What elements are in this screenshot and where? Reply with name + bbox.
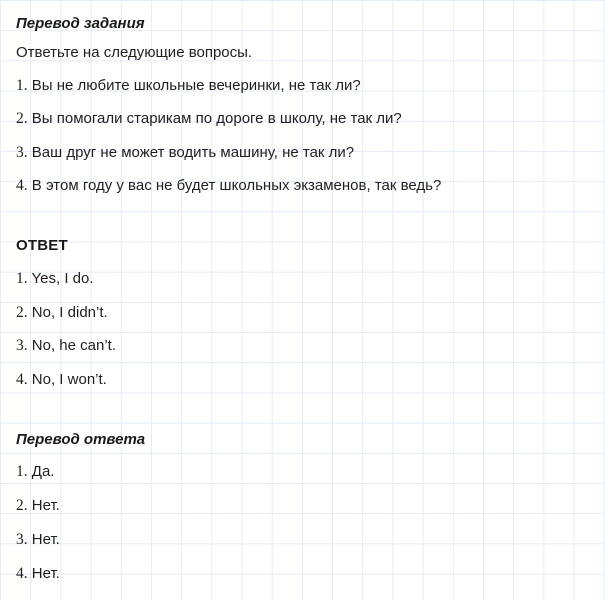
- answer-section-heading: ОТВЕТ: [16, 237, 68, 254]
- answer-item-1: [16, 271, 94, 287]
- task-question-1-number: 1.: [16, 77, 28, 94]
- answer-item-4-number: 4.: [16, 371, 28, 388]
- answer-item-3: [16, 338, 116, 354]
- answer-item-3-number: 3.: [16, 337, 28, 354]
- task-question-3: [16, 145, 354, 161]
- task-question-4-number: 4.: [16, 177, 28, 194]
- answer-translation-item-2-text: Нет.: [31, 497, 60, 514]
- answer-item-1-text: Yes, I do.: [31, 270, 94, 287]
- answer-translation-item-1-text: Да.: [31, 463, 55, 480]
- task-translation-heading: Перевод задания: [16, 15, 145, 32]
- answer-translation-item-4-text: Нет.: [31, 565, 60, 582]
- task-question-3-text: Ваш друг не может водить машину, не так ли?: [31, 144, 355, 161]
- answer-translation-item-3: [16, 532, 60, 548]
- answer-item-3-text: No, he can’t.: [31, 337, 117, 354]
- answer-translation-item-2: [16, 498, 60, 514]
- answer-item-2-number: 2.: [16, 304, 28, 321]
- task-instruction-text: Ответьте на следующие вопросы.: [16, 44, 253, 61]
- task-question-2-text: Вы помогали старикам по дороге в школу, не так ли?: [31, 110, 402, 127]
- answer-translation-item-4-number: 4.: [16, 565, 28, 582]
- task-question-2: [16, 111, 402, 127]
- task-question-1: [16, 78, 361, 94]
- answer-item-2: [16, 305, 108, 321]
- task-question-3-number: 3.: [16, 144, 28, 161]
- answer-item-1-number: 1.: [16, 270, 28, 287]
- task-question-1-text: Вы не любите школьные вечеринки, не так ли?: [31, 77, 361, 94]
- answer-translation-item-1-number: 1.: [16, 463, 28, 480]
- answer-translation-item-1: [16, 464, 54, 480]
- answer-translation-item-2-number: 2.: [16, 497, 28, 514]
- answer-item-2-text: No, I didn’t.: [31, 304, 108, 321]
- task-question-4: [16, 178, 441, 194]
- answer-item-4-text: No, I won’t.: [31, 371, 107, 388]
- answer-translation-item-3-text: Нет.: [31, 531, 60, 548]
- answer-translation-item-4: [16, 566, 60, 582]
- task-question-2-number: 2.: [16, 110, 28, 127]
- answer-translation-item-3-number: 3.: [16, 531, 28, 548]
- answer-translation-heading: Перевод ответа: [16, 431, 146, 448]
- task-question-4-text: В этом году у вас не будет школьных экзаменов, так ведь?: [31, 177, 442, 194]
- answer-item-4: [16, 372, 107, 388]
